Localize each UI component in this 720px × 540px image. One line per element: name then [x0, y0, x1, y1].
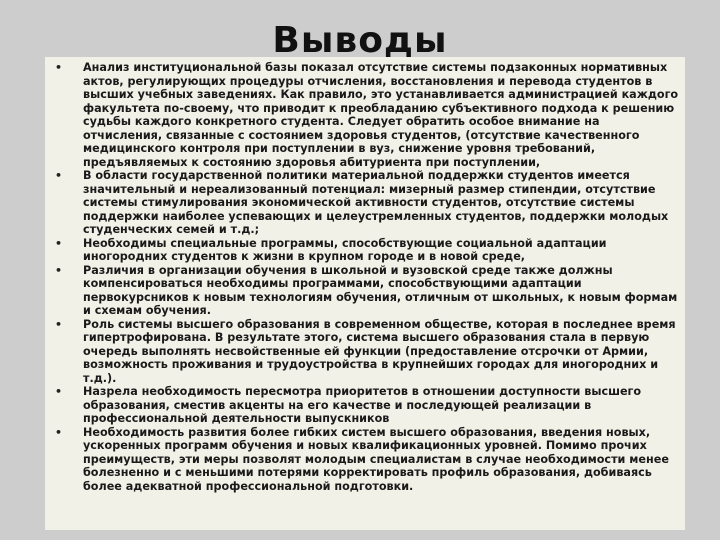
bullet-icon: •: [55, 236, 63, 250]
list-item-text: Различия в организации обучения в школьной и вузовской среде также должны компенсироваться необходимы программами, способствующими адаптации первокурсников к новым технологиям обучения, отличным от школьных, к новым формам и схемам обучения.: [83, 263, 678, 317]
bullet-icon: •: [55, 425, 63, 439]
slide-title: Выводы: [272, 20, 448, 61]
list-item: [45, 426, 685, 494]
list-item-text: В области государственной политики материальной поддержки студентов имеется значительный и нереализованный потенциал: мизерный размер стипендии, отсутствие системы стимулирования экономической активности студентов, отсутствие системы поддержки наиболее успевающих и целеустремленных студентов, поддержки молодых студенческих семей и т.д.;: [83, 169, 669, 236]
list-item-text: Необходимы специальные программы, способствующие социальной адаптации иногородних студентов к жизни в крупном городе и в новой среде,: [83, 236, 607, 263]
list-item-text: Необходимость развития более гибких систем высшего образования, введения новых, ускоренных программ обучения и новых квалификационных уровней. Помимо прочих преимуществ, эти меры позволят молодым специалистам в случае необходимости менее болезненно и с меньшими потерями корректировать профиль образования, добиваясь более адекватной профессиональной подготовки.: [83, 425, 669, 493]
list-item: [45, 169, 685, 237]
list-item-text: Назрела необходимость пересмотра приоритетов в отношении доступности высшего образования, сместив акценты на его качестве и последующей реализации в профессиональной деятельности выпускников: [83, 385, 642, 425]
list-item: [45, 385, 685, 426]
bullet-icon: •: [55, 169, 63, 182]
list-item: [45, 61, 685, 169]
list-item: [45, 237, 685, 264]
bullet-icon: •: [55, 385, 63, 398]
list-item: [45, 264, 685, 318]
list-item-text: Роль системы высшего образования в современном обществе, которая в последнее время гипертрофирована. В результате этого, система высшего образования стала в первую очередь выполнять несвойственные ей функции (предоставление отсрочки от Армии, возможность проживания и трудоустройства в крупнейших городах для иногородних и т.д.).: [83, 317, 676, 385]
bullet-icon: •: [55, 317, 63, 331]
list-item-text: Анализ институциональной базы показал отсутствие системы подзаконных нормативных актов, регулирующих процедуры отчисления, восстановления и перевода студентов в высших учебных заведениях. Как правило, это устанавливается администрацией каждого факультета по-своему, что приводит к преобладанию субъективного подхода к решению судьбы каждого конкретного студента. Следует обратить особое внимание на отчисления, связанные с состоянием здоровья студентов, (отсутствие качественного медицинского контроля при поступлении в вуз, снижение уровня требований, предъявляемых к состоянию здоровья абитуриента при поступлении,: [83, 61, 679, 169]
conclusions-list: [45, 61, 685, 493]
bullet-icon: •: [55, 61, 63, 74]
bullet-icon: •: [55, 263, 63, 277]
list-item: [45, 318, 685, 386]
